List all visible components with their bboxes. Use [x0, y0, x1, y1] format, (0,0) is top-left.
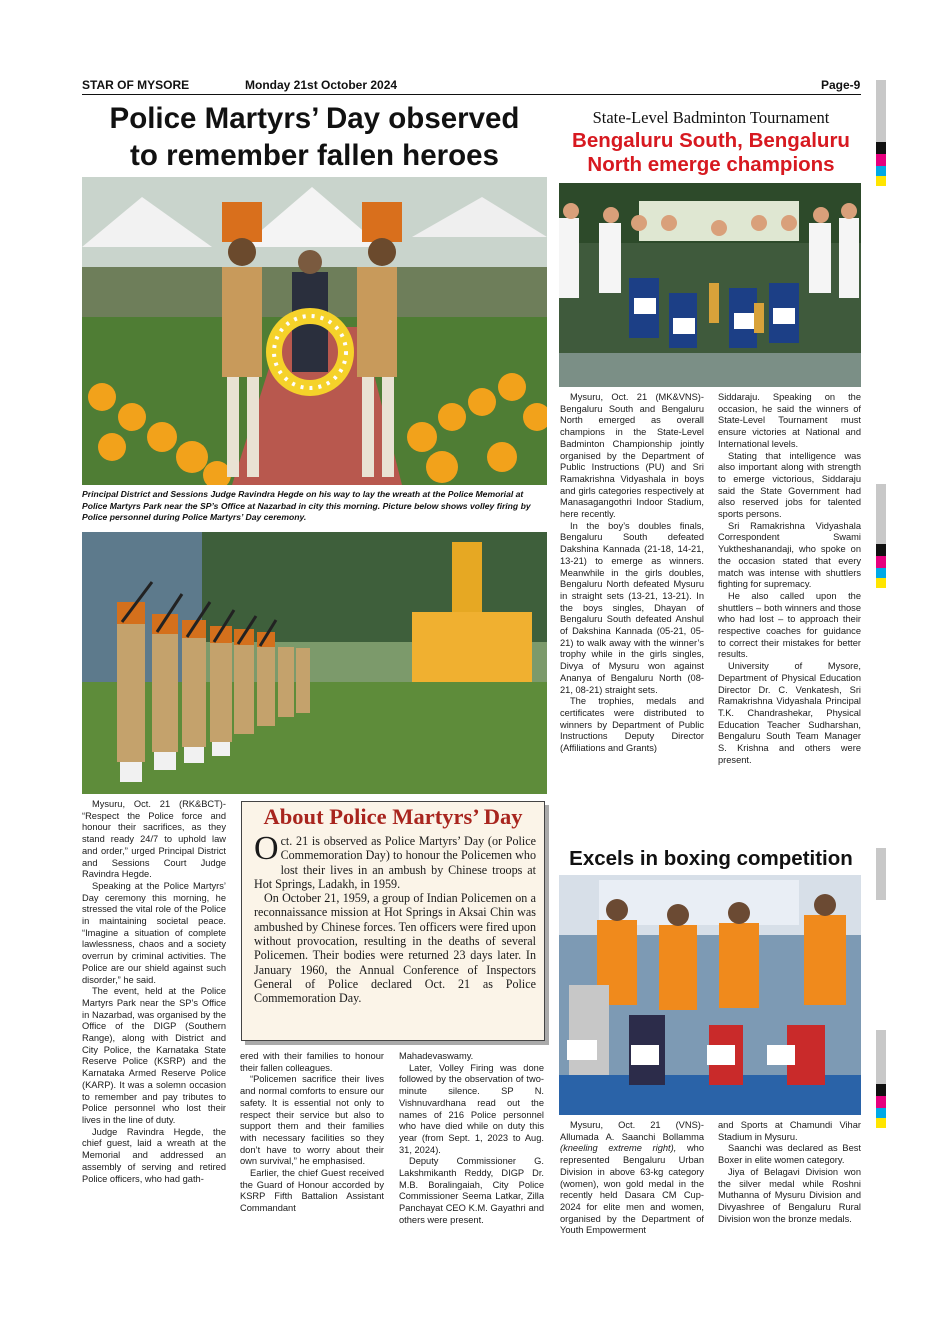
- boxing-photo-note: (kneeling extreme right),: [560, 1143, 677, 1154]
- box-title: About Police Martyrs’ Day: [263, 804, 523, 829]
- issue-date: Monday 21st October 2024: [245, 78, 398, 92]
- boxing-paragraph: and Sports at Chamundi Vihar Stadium in Mysuru.: [718, 1120, 861, 1142]
- main-headline-line1: Police Martyrs’ Day observed: [109, 102, 520, 135]
- main-headline-line2: to remember fallen heroes: [130, 139, 499, 172]
- main-story-paragraph: The event, held at the Police Martyrs Park near the SP’s Office in Nazarbad, was organised by the Office of the DIGP (Southern Range), along with District and City Police, the Karnataka State Reserve Police (KSRP) and the Karnataka Armed Reserve Police (KARP). It was a solemn occasion to remember and pay tributes to Police personnel who lost their lives in the line of duty.: [82, 986, 226, 1125]
- boxing-headline: Excels in boxing competition: [569, 847, 853, 870]
- header-rule: [82, 94, 861, 95]
- main-story-paragraph: Earlier, the chief Guest received the Guard of Honour accorded by KSRP Fifth Battalion Assistant Commandant: [240, 1168, 384, 1214]
- badminton-headline: [555, 129, 867, 177]
- badminton-kicker: State-Level Badminton Tournament: [592, 108, 830, 127]
- box-body: [254, 830, 536, 1006]
- boxing-medalists-photo: [559, 875, 861, 1115]
- badminton-paragraph: In the boy’s doubles finals, Bengaluru South defeated Dakshina Kannada (21-18, 14-21, 13-21) to emerge as winners. Meanwhile in the girls doubles, Bengaluru North defeated Mysuru in straight sets (13-21, 13-21). In the boys singles, Dhayan of Bengaluru South defeated Anshul of Dakshina Kannada (05-21, 05-21) to walk away with the winner’s trophy while in the girls singles, Divya of Mysuru won against Ananya of Bengaluru North (08-21, 08-21) straight sets.: [560, 520, 704, 695]
- main-story-column-1: [82, 799, 226, 1185]
- main-story-column-3: [399, 1051, 544, 1227]
- main-story-column-2: [240, 1051, 384, 1215]
- boxing-column-2: [718, 1120, 861, 1225]
- main-story-paragraph: Deputy Commissioner G. Lakshmikanth Reddy, DIGP Dr. M.B. Boralingaiah, City Police Commissioner Seema Latkar, Zilla Panchayat CEO K.M. Gayathri and others were present.: [399, 1156, 544, 1225]
- box-drop-cap: O: [254, 830, 279, 867]
- main-story-paragraph: Later, Volley Firing was done followed by the observation of two-minute silence. SP N. Vishnuvardhana read out the names of 216 Police personnel who have died while on duty this year (from Sept. 1, 2023 to Aug. 31, 2024).: [399, 1062, 544, 1155]
- badminton-paragraph: Siddaraju. Speaking on the occasion, he said the winners of State-Level Tournament must ensure victories at National and International levels.: [718, 392, 861, 449]
- boxing-column-1: [560, 1120, 704, 1237]
- box-paragraph-1: ct. 21 is observed as Police Martyrs’ Day (or Police Commemoration Day) to honour the Policemen who lost their lives in an ambush by Chinese troops at Hot Springs, Ladakh, in 1959.: [254, 834, 536, 891]
- main-story-paragraph: Judge Ravindra Hegde, the chief guest, laid a wreath at the Memorial and addressed an assembly of serving and retired Police officers, who had gath-: [82, 1126, 226, 1184]
- badminton-column-1: [560, 392, 704, 755]
- badminton-paragraph: University of Mysore, Department of Physical Education Director Dr. C. Venkatesh, Sri Ramakrishna Vidyashala Principal T.K. Chandrashekar, Physical Education Teacher Sudharshan, Bengaluru South Team Manager S. Krishna and others were present.: [718, 661, 861, 765]
- main-story-paragraph: Speaking at the Police Martyrs’ Day ceremony this morning, he stressed the vital role of the Police in maintaining societal peace. “Imagine a situation of complete lawlessness, chaos and a society overrun by criminal activities. The Police are our shield against such disorder,” he said.: [82, 880, 226, 985]
- main-story-paragraph: Mysuru, Oct. 21 (RK&BCT)- “Respect the Police force and honour their sacrifices, as they stand ready 24/7 to uphold law and order,” urged Principal District and Sessions Court Judge Ravindra Hegde.: [82, 799, 226, 880]
- wreath-procession-photo: [82, 177, 547, 485]
- volley-firing-photo: [82, 532, 547, 794]
- badminton-paragraph: He also called upon the shuttlers – both winners and those who had lost – to approach their respective coaches for guidance to correct their mistakes for better results.: [718, 590, 861, 660]
- badminton-paragraph: Mysuru, Oct. 21 (MK&VNS)- Bengaluru South and Bengaluru North emerged as overall champions in the State-Level Badminton Championship jointly organised by the Department of Public Instructions (PU) and Sri Ramakrishna Vidyashala in boys and girls categories respectively at Manasagangothri Indoor Stadium, here recently.: [560, 392, 704, 520]
- badminton-paragraph: Stating that intelligence was also important along with strength to emerge victorious, Siddaraju said the State Government had also reserved jobs for talented sports persons.: [718, 450, 861, 520]
- main-headline: [82, 100, 547, 174]
- photo-caption: Principal District and Sessions Judge Ravindra Hegde on his way to lay the wreath at the Police Memorial at Police Martyrs Park near the SP’s Office at Nazarbad in city this morning. Picture below shows volley firing by Police personnel during Police Martyrs’ Day ceremony.: [82, 489, 531, 522]
- boxing-continued-text: who represented Bengaluru Urban Division in above 63-kg category (women), won gold medal in the recently held Dasara CM Cup-2024 for elite men and women, organised by the Department of Youth Empowerment: [560, 1143, 705, 1236]
- main-story-paragraph: “Policemen sacrifice their lives and normal comforts to ensure our safety. It is essential not only to respect their service but also to support them and their families with necessary facilities so they don’t have to worry about their own survival,” he emphasised.: [240, 1074, 384, 1167]
- boxing-paragraph: Jiya of Belagavi Division won the silver medal while Roshni Muthanna of Mysuru Division and Divyashree of Bengaluru Rural Division won the bronze medals.: [718, 1166, 861, 1224]
- about-police-martyrs-day-box: [241, 801, 545, 1041]
- box-paragraph-2: On October 21, 1959, a group of Indian Policemen on a reconnaissance mission at Hot Springs in Aksai Chin was ambushed by Chinese forces. Ten officers were fired upon without provocation, resulting in the deaths of several Policemen. Their bodies were returned 23 days later. In January 1960, the Annual Conference of Inspectors General of Police declared Oct. 21 as Police Commemoration Day.: [254, 891, 536, 1006]
- boxing-paragraph: Saanchi was declared as Best Boxer in elite women category.: [718, 1143, 861, 1166]
- badminton-headline-line1: Bengaluru South, Bengaluru: [572, 129, 850, 152]
- badminton-column-2: [718, 392, 861, 767]
- page-number: Page-9: [821, 78, 861, 92]
- badminton-winners-photo: [559, 183, 861, 387]
- publication-name: STAR OF MYSORE: [82, 78, 190, 92]
- badminton-paragraph: Sri Ramakrishna Vidyashala Correspondent Swami Yuktheshanandaji, who spoke on the occasion stated that every match was intense with shuttlers fighting for supremacy.: [718, 520, 861, 590]
- boxing-lead-text: Mysuru, Oct. 21 (VNS)- Allumada A. Saanchi Bollamma: [560, 1120, 704, 1142]
- main-story-paragraph: ered with their families to honour their fallen colleagues.: [240, 1051, 384, 1073]
- main-story-paragraph: Mahadevaswamy.: [399, 1051, 474, 1061]
- badminton-headline-line2: North emerge champions: [587, 153, 835, 176]
- badminton-paragraph: The trophies, medals and certificates were distributed to winners by Department of Public Instructions Deputy Director (Affiliations and Grants): [560, 696, 704, 754]
